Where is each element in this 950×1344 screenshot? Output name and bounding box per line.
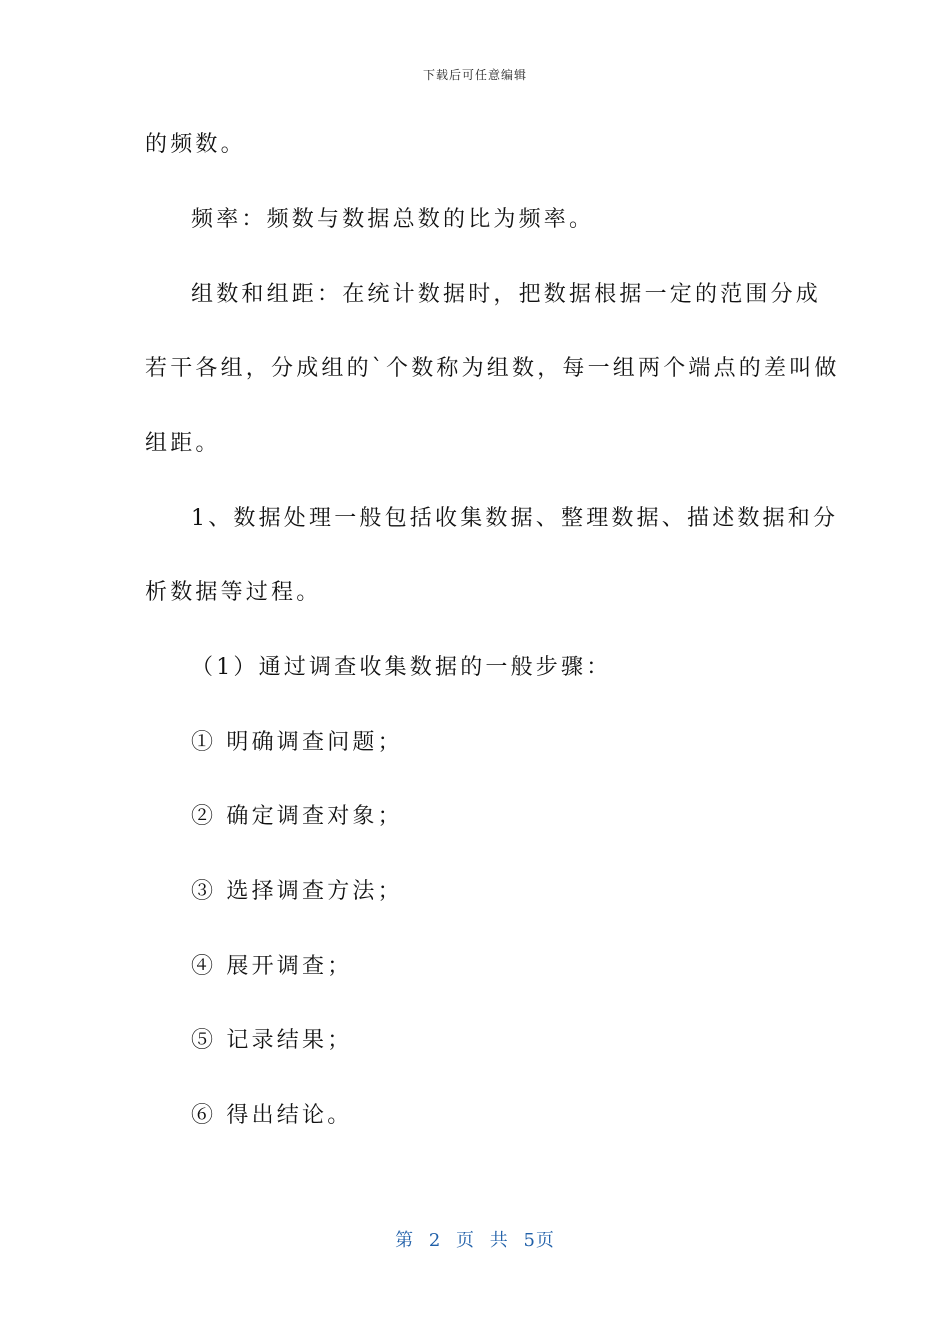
paragraph-line: 若干各组，分成组的`个数称为组数，每一组两个端点的差叫做 <box>145 356 840 381</box>
footer-current-page: 2 <box>428 1230 442 1251</box>
list-item: ③ 选择调查方法； <box>191 879 403 904</box>
list-item: ① 明确调查问题； <box>191 730 403 755</box>
footer-label-page: 页 <box>456 1230 475 1251</box>
footer-total-pages: 5页 <box>523 1230 555 1251</box>
list-item: ④ 展开调查； <box>191 954 353 979</box>
paragraph-line: 1、数据处理一般包括收集数据、整理数据、描述数据和分 <box>191 506 839 531</box>
page-header: 下载后可任意编辑 <box>422 68 527 82</box>
paragraph-line: 组数和组距：在统计数据时，把数据根据一定的范围分成 <box>191 282 822 307</box>
paragraph-line: 的频数。 <box>145 132 246 157</box>
list-item: ⑤ 记录结果； <box>191 1028 353 1053</box>
page-footer <box>0 1226 950 1252</box>
paragraph-line: 频率：频数与数据总数的比为频率。 <box>191 207 595 232</box>
paragraph-line: 组距。 <box>145 431 221 456</box>
footer-label-total: 共 <box>489 1230 509 1251</box>
paragraph-line: 析数据等过程。 <box>145 580 322 605</box>
paragraph-line: （1）通过调查收集数据的一般步骤： <box>191 655 612 680</box>
list-item: ⑥ 得出结论。 <box>191 1103 353 1128</box>
footer-label-first: 第 <box>395 1230 415 1251</box>
list-item: ② 确定调查对象； <box>191 804 403 829</box>
